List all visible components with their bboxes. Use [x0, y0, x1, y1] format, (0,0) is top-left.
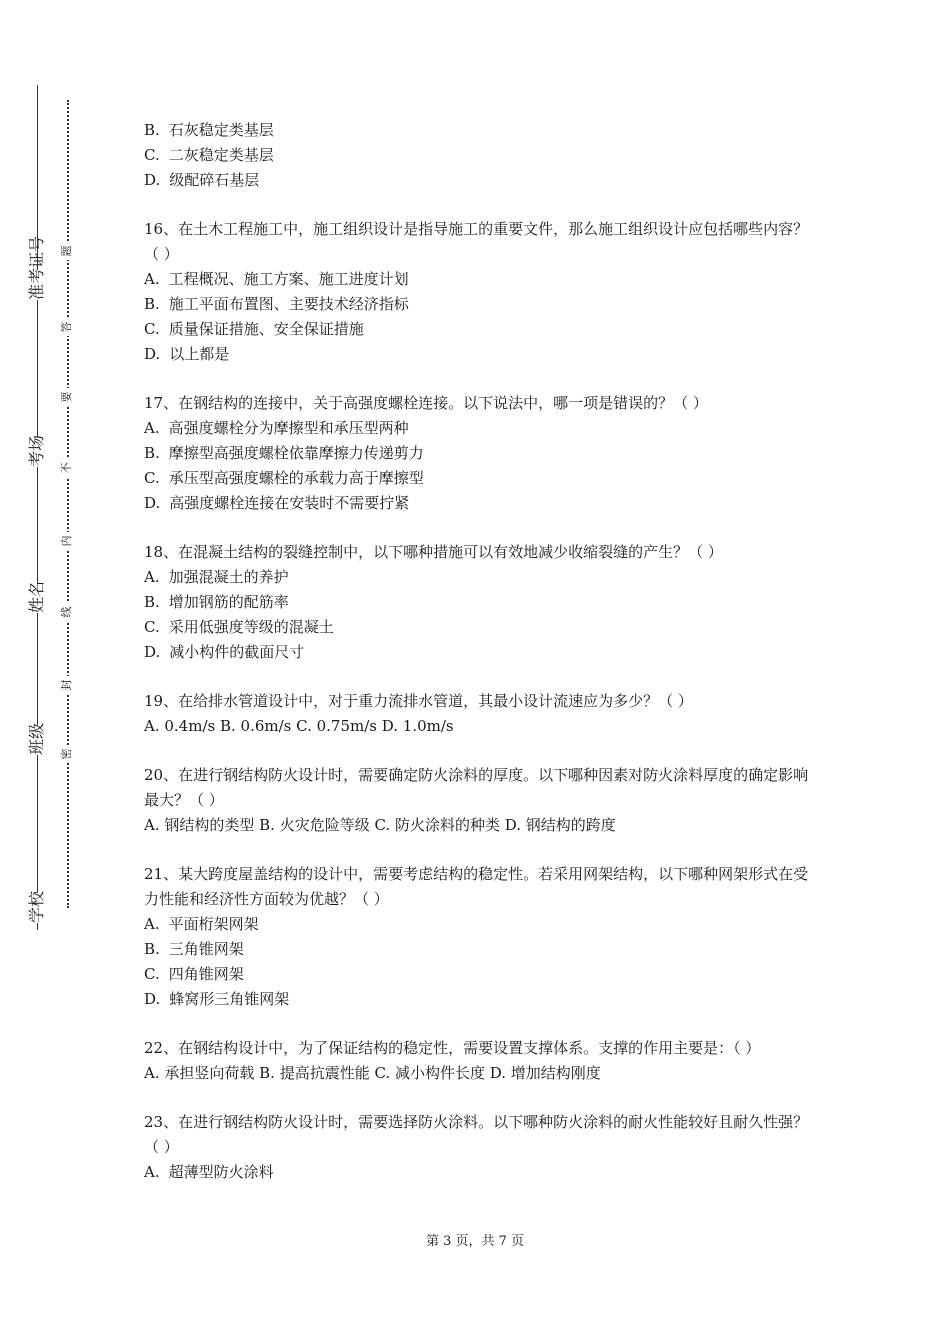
option: D. 以上都是 — [144, 345, 230, 363]
question-content — [144, 118, 814, 1209]
option: B. 三角锥网架 — [144, 940, 244, 958]
option: A. 加强混凝土的养护 — [144, 568, 289, 586]
option: D. 蜂窝形三角锥网架 — [144, 990, 290, 1008]
binding-margin — [0, 0, 120, 1344]
admission-number-label: 准考证号 — [22, 270, 52, 300]
option: D. 级配碎石基层 — [144, 171, 260, 189]
question-stem: 20、在进行钢结构防火设计时，需要确定防火涂料的厚度。以下哪种因素对防火涂料厚度的确定影响最大？（ ） — [144, 766, 809, 809]
option: B. 施工平面布置图、主要技术经济指标 — [144, 295, 409, 313]
option: A. 平面桁架网架 — [144, 915, 259, 933]
question-21 — [144, 862, 814, 1012]
question-stem: 19、在给排水管道设计中，对于重力流排水管道，其最小设计流速应为多少？（ ） — [144, 692, 693, 710]
binding-dotted-line — [67, 100, 69, 908]
question-18 — [144, 540, 814, 665]
class-label: 班级 — [22, 725, 52, 755]
option: B. 增加钢筋的配筋率 — [144, 593, 289, 611]
option: B. 石灰稳定类基层 — [144, 121, 274, 139]
option: C. 二灰稳定类基层 — [144, 146, 274, 164]
option: A. 超薄型防火涂料 — [144, 1163, 274, 1181]
question-stem: 17、在钢结构的连接中，关于高强度螺栓连接。以下说法中，哪一项是错误的？（ ） — [144, 394, 708, 412]
option: B. 摩擦型高强度螺栓依靠摩擦力传递剪力 — [144, 444, 424, 462]
name-label: 姓名 — [22, 583, 52, 613]
option: C. 四角锥网架 — [144, 965, 244, 983]
option: C. 承压型高强度螺栓的承载力高于摩擦型 — [144, 469, 424, 487]
option: D. 高强度螺栓连接在安装时不需要拧紧 — [144, 494, 410, 512]
seal-char-yao: 要 — [58, 388, 76, 406]
inline-options: A. 0.4m/s B. 0.6m/s C. 0.75m/s D. 1.0m/s — [144, 717, 454, 735]
inline-options: A. 承担竖向荷载 B. 提高抗震性能 C. 减小构件长度 D. 增加结构刚度 — [144, 1064, 601, 1082]
page-number: 第 3 页，共 7 页 — [425, 1234, 525, 1249]
seal-char-feng: 封 — [58, 676, 76, 694]
question-17 — [144, 391, 814, 516]
binding-solid-line — [37, 85, 38, 930]
question-16 — [144, 217, 814, 367]
question-20 — [144, 763, 814, 838]
seal-char-bu: 不 — [58, 459, 76, 477]
seal-char-xian: 线 — [58, 603, 76, 621]
question-stem: 23、在进行钢结构防火设计时，需要选择防火涂料。以下哪种防火涂料的耐火性能较好且耐久性强？（ ） — [144, 1113, 809, 1156]
seal-char-nei: 内 — [58, 532, 76, 550]
option: A. 工程概况、施工方案、施工进度计划 — [144, 270, 409, 288]
inline-options: A. 钢结构的类型 B. 火灾危险等级 C. 防火涂料的种类 D. 钢结构的跨度 — [144, 816, 616, 834]
seal-char-ti: 题 — [58, 242, 76, 260]
option: A. 高强度螺栓分为摩擦型和承压型两种 — [144, 419, 409, 437]
question-19 — [144, 689, 814, 739]
question-stem: 22、在钢结构设计中，为了保证结构的稳定性，需要设置支撑体系。支撑的作用主要是：（ ） — [144, 1039, 761, 1057]
question-stem: 18、在混凝土结构的裂缝控制中，以下哪种措施可以有效地减少收缩裂缝的产生？（ ） — [144, 543, 723, 561]
option: D. 减小构件的截面尺寸 — [144, 643, 305, 661]
question-23 — [144, 1110, 814, 1185]
question-22 — [144, 1036, 814, 1086]
seal-char-mi: 密 — [58, 745, 76, 763]
school-label: 学校 — [22, 893, 52, 923]
option: C. 质量保证措施、安全保证措施 — [144, 320, 364, 338]
question-stem: 21、某大跨度屋盖结构的设计中，需要考虑结构的稳定性。若采用网架结构，以下哪种网架形式在受力性能和经济性方面较为优越？（ ） — [144, 865, 809, 908]
seal-char-da: 答 — [58, 318, 76, 336]
exam-room-label: 考场 — [22, 437, 52, 467]
question-stem: 16、在土木工程施工中，施工组织设计是指导施工的重要文件，那么施工组织设计应包括哪些内容？（ ） — [144, 220, 809, 263]
question-15-continued — [144, 118, 814, 193]
option: C. 采用低强度等级的混凝土 — [144, 618, 334, 636]
